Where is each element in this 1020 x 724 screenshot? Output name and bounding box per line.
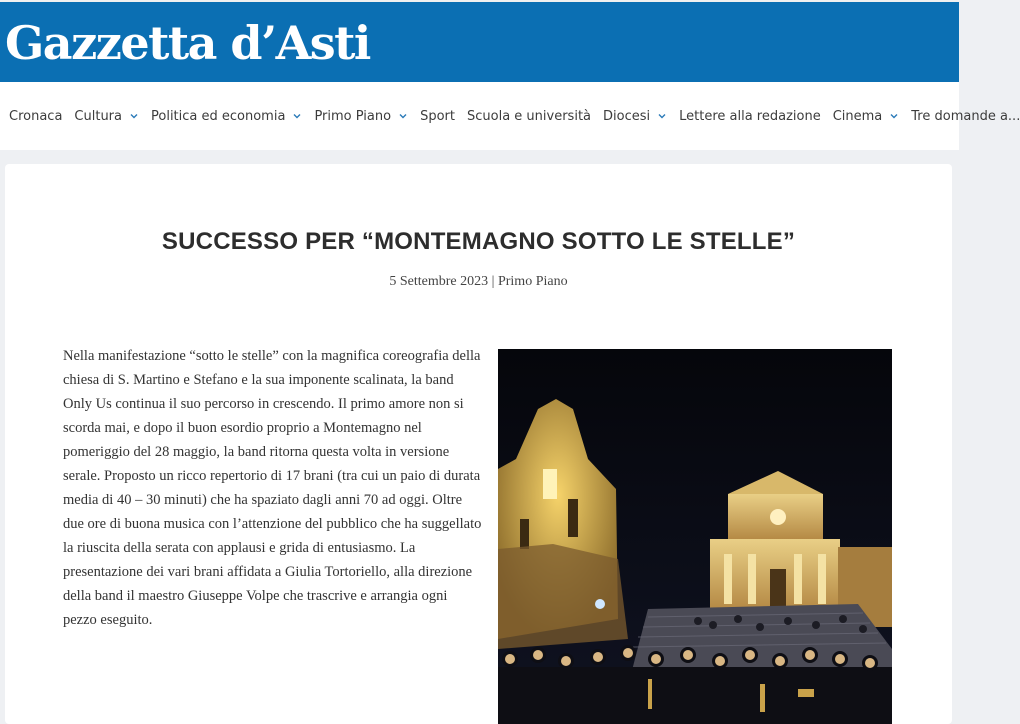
meta-separator: | [491,274,495,289]
article-date: 5 Settembre 2023 [389,274,489,289]
chevron-down-icon [398,111,408,121]
nav-item-lettere-alla-redazione[interactable] [679,109,821,124]
nav-item-politica-ed-economia[interactable] [151,109,302,124]
nav-item-label: Politica ed economia [151,108,286,124]
chevron-down-icon [292,111,302,121]
article-body: Nella manifestazione “sotto le stelle” con la magnifica coreografia della chiesa di S. Martino e Stefano e la sua imponente scalinata, la band Only Us continua il suo percorso in crescendo. Il primo amore non si scorda mai, e dopo il buon esordio proprio a Montemagno nel pomeriggio del 28 maggio, la band ritorna questa volta in versione serale. Proposto un ricco repertorio di 17 brani (tra cui un paio di durata media di 40 – 30 minuti) che ha spaziato dagli anni 70 ad oggi. Oltre due ore di buona musica con l’attenzione del pubblico che ha suggellato la riuscita della serata con applausi e grida di entusiasmo. La presentazione dei vari brani affidata a Giulia Tortoriello, alla direzione della band il maestro Giuseppe Volpe che trascrive e arrangia ogni pezzo eseguito. [63,348,482,628]
main-navigation [0,82,1020,150]
page-background [0,150,959,164]
chevron-down-icon [889,111,899,121]
nav-item-diocesi[interactable] [603,109,667,124]
nav-item-label: Primo Piano [314,108,392,124]
nav-item-label: Scuola e università [467,108,592,124]
nav-item-label: Cronaca [9,108,63,124]
nav-item-scuola-e-universit[interactable] [467,109,591,124]
nav-item-cultura[interactable] [74,109,139,124]
chevron-down-icon [657,111,667,121]
nav-item-cinema[interactable] [833,109,900,124]
article-photo [498,349,892,724]
nav-item-label: Tre domande a... [911,108,1020,124]
nav-item-cronaca[interactable] [9,109,62,124]
article-category-link[interactable]: Primo Piano [497,274,568,289]
masthead [0,0,959,82]
article-meta [5,274,952,290]
chevron-down-icon [129,111,139,121]
nav-item-label: Diocesi [603,108,651,124]
nav-item-label: Lettere alla redazione [679,108,821,124]
nav-item-label: Cinema [832,108,883,124]
article-title: SUCCESSO PER “MONTEMAGNO SOTTO LE STELLE” [161,228,796,255]
nav-item-label: Cultura [74,108,122,124]
nav-list [0,82,1020,150]
nav-item-primo-piano[interactable] [314,109,408,124]
nav-item-label: Sport [420,108,455,124]
site-logo[interactable]: Gazzetta d’Asti [5,16,370,70]
nav-item-tre-domande-a[interactable] [911,109,1020,124]
article-card [5,164,952,724]
concert-night-photo [498,349,892,724]
nav-item-sport[interactable] [420,109,455,124]
